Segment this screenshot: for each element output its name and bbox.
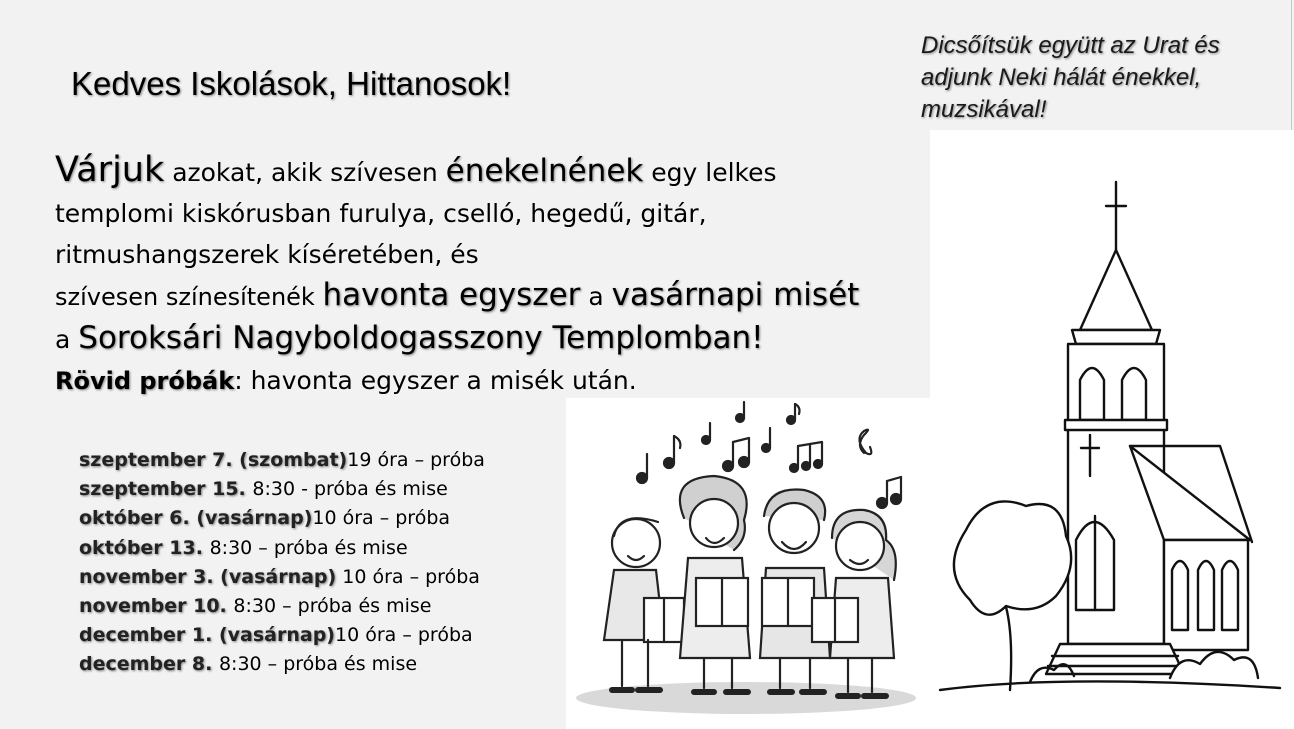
schedule-detail: 8:30 – próba és mise	[209, 536, 408, 559]
paragraph-line	[55, 318, 935, 360]
emphasis-church-name: Soroksári Nagyboldogasszony Templomban!	[78, 320, 764, 356]
cross-icon	[1106, 182, 1126, 250]
church-image	[930, 130, 1294, 729]
paragraph-text: egy lelkes	[643, 158, 777, 187]
schedule-detail: 10 óra – próba	[312, 507, 451, 530]
paragraph-line: templomi kiskórusban furulya, cselló, hegedű, gitár,	[55, 199, 707, 228]
schedule-date: október 13.	[79, 536, 210, 559]
paragraph-text: a	[580, 282, 612, 311]
schedule-date: november 3. (vasárnap)	[79, 565, 337, 588]
schedule-list	[79, 446, 485, 680]
page-title: Kedves Iskolások, Hittanosok!	[71, 65, 512, 102]
schedule-date: december 8.	[79, 653, 219, 676]
paragraph-line	[55, 150, 935, 193]
paragraph-line: ritmushangszerek kíséretében, és	[55, 240, 479, 269]
paragraph-text: : havonta egyszer a misék után.	[234, 366, 637, 395]
schedule-detail: 19 óra – próba	[347, 449, 485, 471]
emphasis-vasarnapi-miset: vasárnapi misét	[611, 277, 860, 313]
schedule-item	[79, 504, 485, 533]
schedule-item	[79, 650, 485, 679]
emphasis-enekelnenek: énekelnének	[445, 153, 644, 189]
choir-illustration	[566, 398, 930, 729]
schedule-date: december 1. (vasárnap)	[79, 624, 335, 647]
invitation-paragraph	[55, 150, 935, 402]
schedule-item	[79, 446, 485, 475]
singing-children-image	[566, 398, 930, 729]
child-figure	[760, 490, 830, 692]
schedule-detail: 8:30 - próba és mise	[252, 478, 448, 501]
schedule-date: november 10.	[79, 595, 234, 618]
paragraph-line	[55, 360, 935, 402]
schedule-item	[79, 621, 485, 650]
schedule-item	[79, 475, 485, 504]
divider-line	[1291, 0, 1292, 130]
paragraph-line	[55, 275, 935, 318]
slogan-line: Dicsőítsük együtt az Urat és	[921, 32, 1220, 59]
emphasis-havonta: havonta egyszer	[322, 277, 581, 313]
emphasis-rovid-probak: Rövid próbák	[55, 367, 235, 395]
paragraph-text: szívesen színesítenék	[55, 283, 323, 311]
emphasis-varjuk: Várjuk	[55, 150, 165, 190]
schedule-item	[79, 563, 485, 592]
schedule-item	[79, 592, 485, 621]
paragraph-text: azokat, akik szívesen	[164, 158, 446, 187]
slogan-line: adjunk Neki hálát énekkel,	[921, 64, 1202, 91]
schedule-date: október 6. (vasárnap)	[79, 507, 313, 530]
slogan-text	[921, 30, 1281, 126]
music-notes-icon	[637, 402, 901, 508]
schedule-detail: 8:30 – próba és mise	[233, 595, 432, 618]
schedule-detail: 10 óra – próba	[334, 624, 473, 647]
schedule-date: szeptember 7. (szombat)	[79, 449, 348, 471]
schedule-detail: 8:30 – próba és mise	[218, 653, 418, 676]
child-figure	[680, 476, 750, 692]
slogan-line: muzsikával!	[921, 96, 1047, 123]
paragraph-text: a	[55, 325, 79, 354]
child-figure	[604, 518, 684, 690]
schedule-detail: 10 óra – próba	[336, 565, 480, 588]
child-figure	[812, 510, 896, 696]
schedule-date: szeptember 15.	[79, 478, 253, 501]
church-illustration	[930, 130, 1294, 729]
schedule-item	[79, 534, 485, 563]
